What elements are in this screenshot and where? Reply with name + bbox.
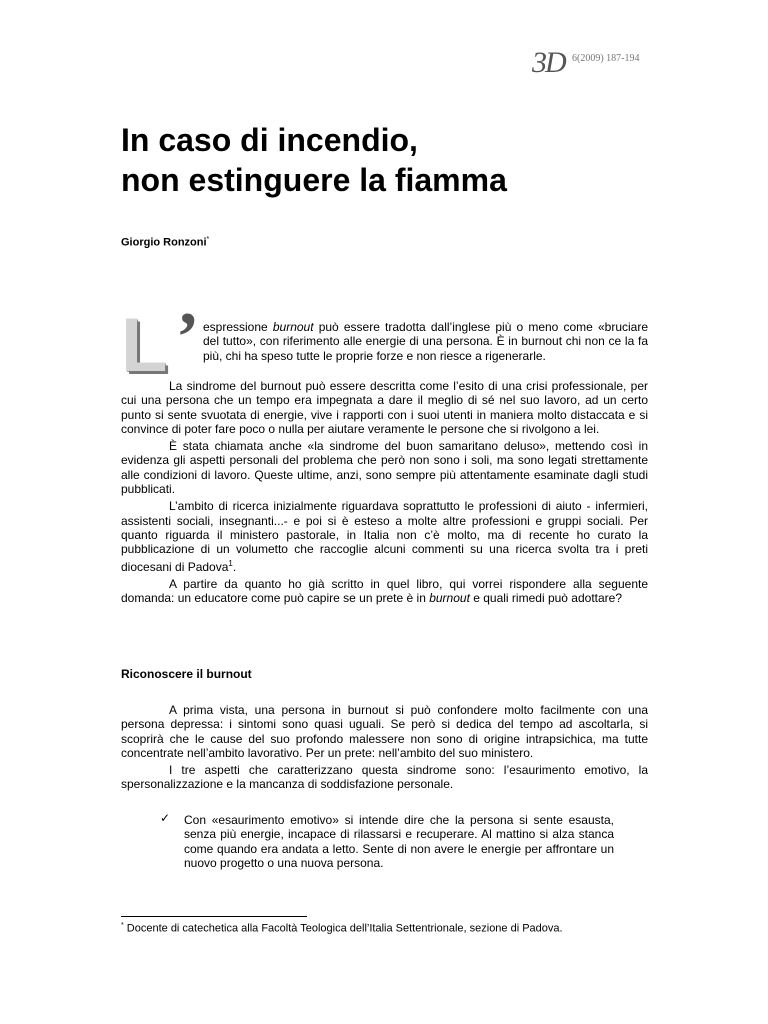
journal-logo: 3D [532,46,565,79]
section-paragraph-1: A prima vista, una persona in burnout si può confondere molto facilmente con una persona depressa: i sintomi sono quasi uguali. Se però si dedica del tempo ad ascoltarla, si scoprirà che le cause del suo profondo malessere non sono di origine intrapsichica, ma tutte concentrate nell’ambito lavorativo. Per un prete: nell’ambito del suo ministero. [121,703,648,760]
article-title [121,120,681,200]
footnote-text: Docente di catechetica alla Facoltà Teologica dell’Italia Settentrionale, sezione di Padova. [123,922,563,935]
body-text [121,379,648,608]
journal-reference: 6(2009) 187-194 [572,53,640,64]
drop-cap-letter: L [121,303,168,388]
author-name: Giorgio Ronzoni [121,236,207,249]
section-body [121,703,648,795]
intro-text-start: espressione [203,320,273,334]
title-line-1: In caso di incendio, [121,122,418,158]
footnote-ref-1[interactable]: 1 [228,558,233,568]
drop-cap [121,299,203,388]
journal-header [532,48,672,78]
drop-cap-apostrophe: ’ [176,299,200,376]
checkmark-icon: ✓ [160,811,171,825]
paragraph-4-text-start: A partire da quanto ho già scritto in quel libro, qui vorrei rispondere alla seguente domanda: un educatore come può capire se un prete è in [121,576,648,606]
paragraph-4-text-end: e quali rimedi può adottare? [469,591,623,606]
footnote-divider [121,916,307,917]
paragraph-3 [121,499,648,573]
section-paragraph-2: I tre aspetti che caratterizzano questa sindrome sono: l’esaurimento emotivo, la spersonalizzazione e la mancanza di soddisfazione personale. [121,763,648,792]
title-line-2: non estinguere la fiamma [121,162,507,198]
paragraph-4-italic-term: burnout [429,591,470,606]
intro-paragraph [203,320,648,363]
author-footnote-mark: * [206,236,210,243]
paragraph-3-text: L’ambito di ricerca inizialmente riguardava soprattutto le professioni di aiuto - infermieri, assistenti sociali, insegnanti...- e poi si è esteso a molte altre professioni e gruppi sociali. Per quanto riguarda il ministero pastorale, in Italia non c’è molto, ma di recente ho curato la pubblicazione di un volumetto che raccoglie alcuni commenti su una ricerca svolta tra i preti diocesani di Padova [121,499,648,574]
section-heading: Riconoscere il burnout [121,667,252,681]
footnote-mark: * [121,922,124,929]
author-line [121,236,209,249]
intro-italic-term: burnout [272,320,314,334]
paragraph-1: La sindrome del burnout può essere descritta come l’esito di una crisi professionale, per cui una persona che un tempo era impegnata a dare il meglio di sé nel suo lavoro, ad un certo punto si sente svuotata di energie, vive i rapporti con i suoi utenti in maniera molto distaccata e si convince di poter fare poco o nulla per aiutare veramente le persone che si rivolgono a lei. [121,379,648,436]
footnote [121,922,563,935]
paragraph-2: È stata chiamata anche «la sindrome del buon samaritano deluso», mettendo così in evidenza gli aspetti personali del problema che però non sono i soli, ma sono legati strettamente alle condizioni di lavoro. Queste ultime, anzi, sono sempre più attentamente esaminate dagli studi pubblicati. [121,439,648,497]
paragraph-4 [121,577,648,606]
bullet-text: Con «esaurimento emotivo» si intende dire che la persona si sente esausta, senza più energie, incapace di rilassarsi e recuperare. Al mattino si alza stanca come quando era andata a letto. Sente di non avere le energie per affrontare un nuovo progetto o una nuova persona. [184,813,614,870]
intro-text-end: può essere tradotta dall’inglese più o meno come «bruciare del tutto», con riferimento alle energie di una persona. È in burnout chi non ce la fa più, chi ha speso tutte le proprie forze e non riesce a rigenerarle. [203,320,649,363]
paragraph-3-end: . [232,559,237,574]
